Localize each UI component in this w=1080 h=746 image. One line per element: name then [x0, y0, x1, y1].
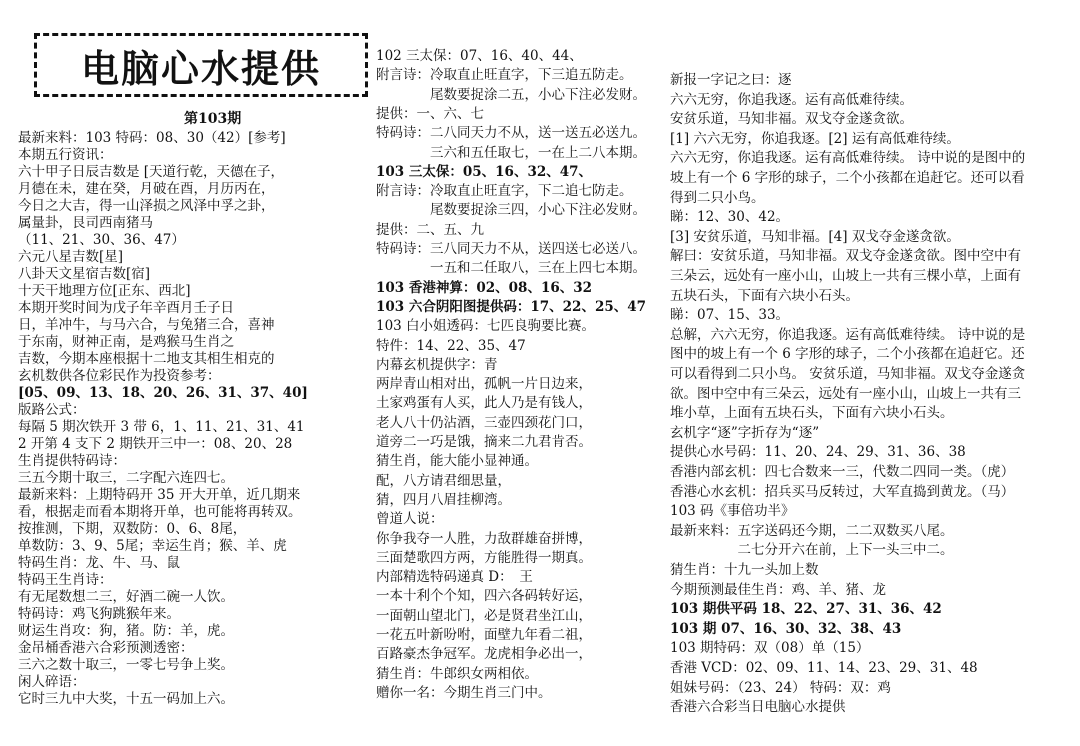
col3-line: 最新来料：五字送码还今期，二二双数买八尾。 [670, 522, 954, 539]
col2-line: 102 三太保：07、16、40、44、 [376, 48, 583, 64]
col2-line: 配，八方请君细思量， [376, 472, 511, 489]
col2-line: 103 白小姐透码：七匹良驹要比赛。 [376, 318, 596, 335]
col3-line: 五块石头，下面有六块小石头。 [670, 287, 859, 304]
col3-line: 欲。图中空中有三朵云，远处有一座小山，山坡上一共有三 [670, 385, 1021, 402]
col2-line: 猜，四月八眉挂柳湾。 [376, 491, 511, 508]
col2-line: 103 三太保：05、16、32、47、 [376, 163, 593, 180]
col3-line: 香港心水玄机：招兵买马反转过，大军直捣到黄龙。（马） [670, 483, 1015, 500]
col2-line: 三六和五任取七，一在上二八本期。 [376, 144, 646, 161]
col1-line: 金吊桶香港六合彩预测透密： [18, 640, 194, 656]
issue-number: 第103期 [184, 111, 242, 127]
col1-line: 2 开第 4 支下 2 期铁开三中一：08、20、28 [18, 436, 293, 452]
col3-line: 解曰：安贫乐道，马知非福。双戈夺金遂贪欲。图中空中有 [670, 248, 1021, 265]
col2-line: 一面朝山望北门，必是贤君坐江山， [376, 607, 592, 624]
col3-line: [1] 六六无穷，你追我逐。[2] 运有高低难待续。 [670, 130, 960, 147]
page-title: 电脑心水提供 [80, 46, 321, 91]
col3-line: 玄机字“逐”字折存为“逐” [670, 424, 820, 441]
col2-line: 赠你一名：今期生肖三门中。 [376, 684, 552, 701]
title-box [34, 33, 368, 97]
col2-line: 内部精选特码递真 D： 王 [376, 569, 533, 586]
col1-line: 特码诗：鸡飞狗跳猴年来。 [18, 606, 180, 622]
col3-line: 今期预测最佳生肖：鸡、羊、猪、龙 [670, 581, 886, 598]
col1-line: 生肖提供特码诗： [18, 453, 126, 469]
col1-line: 财运生肖攻：狗，猪。防：羊，虎。 [18, 623, 234, 639]
col1-line: 最新来料：103 特码：08、30（42）[参考] [18, 130, 286, 146]
col3-line: 姐妹号码：（23、24） 特码：双：鸡 [670, 679, 891, 696]
col2-line: 尾数要捉涂二五，小心下注必发财。 [376, 86, 646, 103]
col3-line: 得到二只小鸟。 [670, 189, 765, 206]
col2-line: 一五和二任取八，三在上四七本期。 [376, 260, 646, 277]
col1-line: 单数防：3、9、5尾；幸运生肖；猴、羊、虎 [18, 538, 287, 554]
col1-line: 三五今期十取三，二字配六连四七。 [18, 470, 234, 486]
col1-line: [05、09、13、18、20、26、31、37、40] [18, 385, 308, 401]
col2-line: 一花五叶新吩咐，面壁九年看二祖， [376, 627, 592, 643]
col1-line: 它时三九中大奖，十五一码加上六。 [18, 691, 234, 707]
col3-line: 六六无穷，你追我逐。运有高低难待续。 [670, 91, 913, 108]
col3-line: 香港内部玄机：四七合数来一三，代数二四同一类。（虎） [670, 464, 1015, 480]
col2-line: 曾道人说： [376, 511, 444, 528]
col2-line: 尾数要捉涂三四，小心下注必发财。 [376, 202, 646, 219]
col1-line: 六元八星吉数[星] [18, 249, 124, 265]
col1-line: 版路公式： [18, 402, 86, 418]
col1-line: 于东南，财神正南，是鸡猴马生肖之 [18, 334, 234, 350]
col1-line: 本期开奖时间为戊子年辛酉月壬子日 [18, 300, 234, 316]
col3-line: 提供心水号码：11、20、24、29、31、36、38 [670, 444, 966, 461]
col3-line: 总解，六六无穷，你追我逐。运有高低难待续。 诗中说的是 [670, 326, 1026, 343]
col1-line: 玄机数供各位彩民作为投资参考： [18, 368, 221, 384]
col3-line: 103 期 07、16、30、32、38、43 [670, 620, 902, 637]
col1-line: 今日之大吉，得一山泽损之风泽中孚之卦， [18, 198, 275, 214]
col1-line: 看，根据走而看本期将开单，也可能将再转双。 [18, 504, 302, 520]
col3-line: 103 码《事倍功半》 [670, 503, 795, 520]
col1-line: 每隔 5 期次铁开 3 带 6，1、11、21、31、41 [18, 419, 305, 435]
col2-line: 提供：二、五、九 [376, 221, 484, 238]
col3-line: 新报一字记之曰：逐 [670, 72, 792, 88]
col1-line: 属量卦，艮司西南猪马 [18, 215, 153, 231]
col2-line: 附言诗：冷取直止旺直字，下二追七防走。 [376, 183, 633, 200]
col1-line: 特码王生肖诗： [18, 572, 113, 588]
col1-line: 本期五行资讯： [18, 147, 113, 163]
col3-line: 六六无穷，你追我逐。运有高低难待续。 诗中说的是图中的 [670, 150, 1026, 167]
col2-line: 百路豪杰争冠军。龙虎相争必出一， [376, 646, 592, 663]
col3-line: 二七分开六在前，上下一头三中二。 [670, 542, 954, 559]
col2-line: 土家鸡蛋有人买，此人乃是有钱人， [376, 395, 592, 412]
col2-line: 附言诗：冷取直止旺直字，下三追五防走。 [376, 67, 633, 84]
col1-line: （11、21、30、36、47） [18, 232, 185, 248]
col3-line: 103 期特码：双（08）单（15） [670, 640, 870, 657]
col2-line: 两岸青山相对出，孤帆一片日边来， [376, 376, 592, 393]
col3-line: 三朵云，远处有一座小山，山坡上一共有三棵小草，上面有 [670, 268, 1021, 284]
col2-line: 特码诗：三八同天力不从，送四送七必送八。 [376, 241, 646, 257]
col3-line: 睇：07、15、33。 [670, 307, 790, 324]
col2-line: 猜生肖，能大能小显神通。 [376, 453, 538, 470]
col1-line: 十天干地理方位[正东、西北] [18, 283, 191, 299]
col2-line: 提供：一、六、七 [376, 105, 484, 122]
col2-line: 特码诗：二八同天力不从，送一送五必送九。 [376, 125, 646, 142]
col2-line: 老人八十仍沾酒，三壶四颈花门口， [376, 414, 592, 431]
col2-line: 一本十利个个知，四六各码转好运， [376, 588, 592, 605]
col2-line: 猜生肖：牛郎织女两相依。 [376, 665, 538, 682]
col1-line: 八卦天文星宿吉数[宿] [18, 266, 151, 282]
col1-line: 有无尾数想二三，好酒二碗一人饮。 [18, 589, 234, 605]
col2-line: 你争我夺一人胜，力敌群雄奋拼博， [376, 530, 592, 547]
col3-line: 睇：12、30、42。 [670, 209, 790, 226]
col3-line: 可以看得到二只小鸟。 安贫乐道，马知非福。双戈夺金遂贪 [670, 366, 1026, 382]
col1-line: 月德在未，建在癸，月破在酉，月历丙在， [18, 181, 275, 197]
col1-line: 特码生肖：龙、牛、马、鼠 [18, 555, 180, 571]
col2-line: 103 香港神算：02、08、16、32 [376, 279, 593, 296]
col1-line: 六十甲子日辰吉数是 [天道行乾，天德在子， [18, 164, 285, 180]
col2-line: 三面楚歌四方两，方能胜得一期真。 [376, 549, 592, 566]
col3-line: 坡上有一个 6 字形的球子，二个小孩都在追赶它。还可以看 [670, 170, 1025, 186]
col1-line: 闲人碎语： [18, 674, 86, 690]
col3-line: 香港六合彩当日电脑心水提供 [670, 699, 846, 716]
col2-line: 特件：14、22、35、47 [376, 337, 526, 354]
col1-line: 日，羊冲牛，与马六合，与兔猪三合，喜神 [18, 317, 275, 333]
col3-line: 猜生肖：十九一头加上数 [670, 562, 819, 578]
col2-line: 103 六合阴阳图提供码：17、22、25、47 [376, 298, 647, 315]
col1-line: 吉数，今期本座根据十二地支其相生相克的 [18, 351, 275, 367]
col3-line: 堆小草，上面有五块石头，下面有六块小石头。 [670, 405, 954, 422]
col3-line: 香港 VCD：02、09、11、14、23、29、31、48 [670, 660, 978, 676]
col3-line: 图中的坡上有一个 6 字形的球子，二个小孩都在追赶它。还 [670, 346, 1025, 363]
col1-line: 最新来料：上期特码开 35 开大开单，近几期来 [18, 487, 301, 503]
col2-line: 内幕玄机提供字：青 [376, 356, 498, 373]
col1-line: 三六之数十取三，一零七号争上奖。 [18, 657, 234, 673]
col1-line: 按推测，下期，双数防：0、6、8尾， [18, 521, 247, 537]
col3-line: [3] 安贫乐道，马知非福。[4] 双戈夺金遂贪欲。 [670, 228, 960, 245]
col3-line: 103 期供平码 18、22、27、31、36、42 [670, 601, 942, 618]
col2-line: 道旁二一巧是饿，摘来二九君肯否。 [376, 434, 592, 450]
col3-line: 安贫乐道，马知非福。双戈夺金遂贪欲。 [670, 111, 913, 128]
